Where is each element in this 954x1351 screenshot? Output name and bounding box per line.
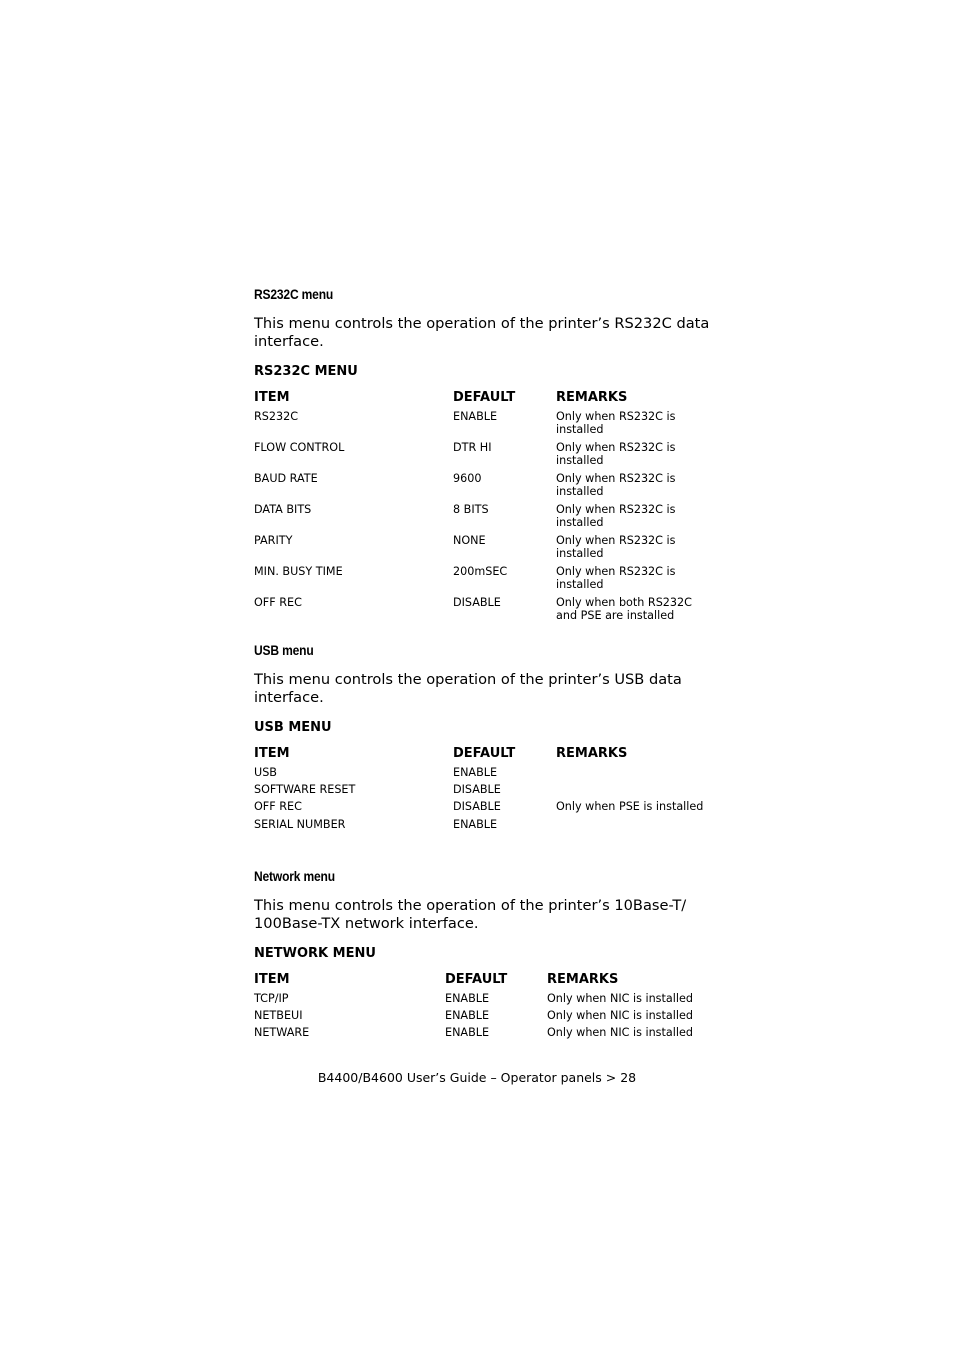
page-footer: B4400/B4600 User’s Guide – Operator panels > 28 bbox=[317, 1070, 637, 1085]
cell-remarks: Only when RS232C is installed bbox=[556, 410, 676, 436]
cell-item: RS232C bbox=[254, 410, 299, 423]
cell-remarks: Only when NIC is installed bbox=[547, 1026, 693, 1039]
cell-item: FLOW CONTROL bbox=[254, 441, 345, 454]
table-row bbox=[254, 503, 714, 534]
network-table bbox=[254, 972, 714, 1043]
table-header-row bbox=[254, 746, 714, 766]
usb-section bbox=[254, 641, 714, 835]
cell-item: PARITY bbox=[254, 534, 293, 547]
rs232c-heading: RS232C menu bbox=[254, 286, 334, 302]
cell-default: DTR HI bbox=[453, 441, 492, 454]
table-row bbox=[254, 534, 714, 565]
column-header-default: DEFAULT bbox=[445, 972, 508, 987]
cell-default: NONE bbox=[453, 534, 486, 547]
cell-default: ENABLE bbox=[445, 992, 490, 1005]
cell-item: NETWARE bbox=[254, 1026, 310, 1039]
cell-remarks bbox=[556, 766, 714, 783]
cell-remarks: Only when NIC is installed bbox=[547, 992, 693, 1005]
usb-heading: USB menu bbox=[254, 642, 314, 658]
rs232c-intro: This menu controls the operation of the printer’s RS232C data interface. bbox=[254, 315, 710, 350]
cell-item: DATA BITS bbox=[254, 503, 312, 516]
cell-remarks: Only when RS232C is installed bbox=[556, 503, 676, 529]
column-header-remarks: REMARKS bbox=[556, 746, 628, 761]
table-row bbox=[254, 565, 714, 596]
column-header-remarks: REMARKS bbox=[556, 390, 628, 405]
cell-item: BAUD RATE bbox=[254, 472, 318, 485]
column-header-remarks: REMARKS bbox=[547, 972, 619, 987]
cell-remarks: Only when RS232C is installed bbox=[556, 565, 676, 591]
usb-intro: This menu controls the operation of the printer’s USB data interface. bbox=[254, 671, 682, 706]
cell-remarks: Only when NIC is installed bbox=[547, 1009, 693, 1022]
cell-default: ENABLE bbox=[445, 1026, 490, 1039]
cell-item: USB bbox=[254, 766, 277, 779]
rs232c-table-title: RS232C MENU bbox=[254, 364, 358, 379]
network-intro: This menu controls the operation of the printer’s 10Base-T/ 100Base-TX network interface. bbox=[254, 897, 687, 932]
cell-default: ENABLE bbox=[453, 766, 498, 779]
usb-table-title: USB MENU bbox=[254, 720, 332, 735]
column-header-default: DEFAULT bbox=[453, 746, 516, 761]
cell-default: ENABLE bbox=[453, 818, 498, 831]
column-header-item: ITEM bbox=[254, 390, 290, 405]
cell-default: 9600 bbox=[453, 472, 482, 485]
table-row bbox=[254, 596, 714, 626]
table-header-row bbox=[254, 390, 714, 410]
table-row bbox=[254, 410, 714, 441]
usb-table bbox=[254, 746, 714, 835]
cell-remarks: Only when RS232C is installed bbox=[556, 472, 676, 498]
cell-item: OFF REC bbox=[254, 800, 302, 813]
cell-item: NETBEUI bbox=[254, 1009, 303, 1022]
cell-item: TCP/IP bbox=[254, 992, 289, 1005]
cell-remarks bbox=[556, 818, 714, 835]
table-row bbox=[254, 800, 714, 818]
cell-default: DISABLE bbox=[453, 800, 501, 813]
rs232c-table bbox=[254, 390, 714, 626]
cell-remarks bbox=[556, 783, 714, 800]
cell-item: MIN. BUSY TIME bbox=[254, 565, 343, 578]
cell-default: 200mSEC bbox=[453, 565, 508, 578]
table-row bbox=[254, 783, 714, 800]
cell-remarks: Only when both RS232C and PSE are installed bbox=[556, 596, 692, 622]
column-header-item: ITEM bbox=[254, 972, 290, 987]
network-table-title: NETWORK MENU bbox=[254, 946, 376, 961]
cell-item: SOFTWARE RESET bbox=[254, 783, 356, 796]
table-row bbox=[254, 441, 714, 472]
table-row bbox=[254, 992, 714, 1009]
table-row bbox=[254, 472, 714, 503]
table-row bbox=[254, 1009, 714, 1026]
cell-default: 8 BITS bbox=[453, 503, 489, 516]
cell-default: ENABLE bbox=[453, 410, 498, 423]
column-header-item: ITEM bbox=[254, 746, 290, 761]
table-row bbox=[254, 766, 714, 783]
table-header-row bbox=[254, 972, 714, 992]
cell-item: OFF REC bbox=[254, 596, 302, 609]
network-section bbox=[254, 867, 714, 1043]
cell-remarks: Only when PSE is installed bbox=[556, 800, 704, 813]
cell-remarks: Only when RS232C is installed bbox=[556, 534, 676, 560]
table-row bbox=[254, 818, 714, 835]
cell-default: DISABLE bbox=[453, 596, 501, 609]
network-heading: Network menu bbox=[254, 868, 335, 884]
rs232c-section bbox=[254, 285, 714, 626]
cell-default: ENABLE bbox=[445, 1009, 490, 1022]
table-row bbox=[254, 1026, 714, 1043]
cell-remarks: Only when RS232C is installed bbox=[556, 441, 676, 467]
cell-default: DISABLE bbox=[453, 783, 501, 796]
cell-item: SERIAL NUMBER bbox=[254, 818, 346, 831]
column-header-default: DEFAULT bbox=[453, 390, 516, 405]
